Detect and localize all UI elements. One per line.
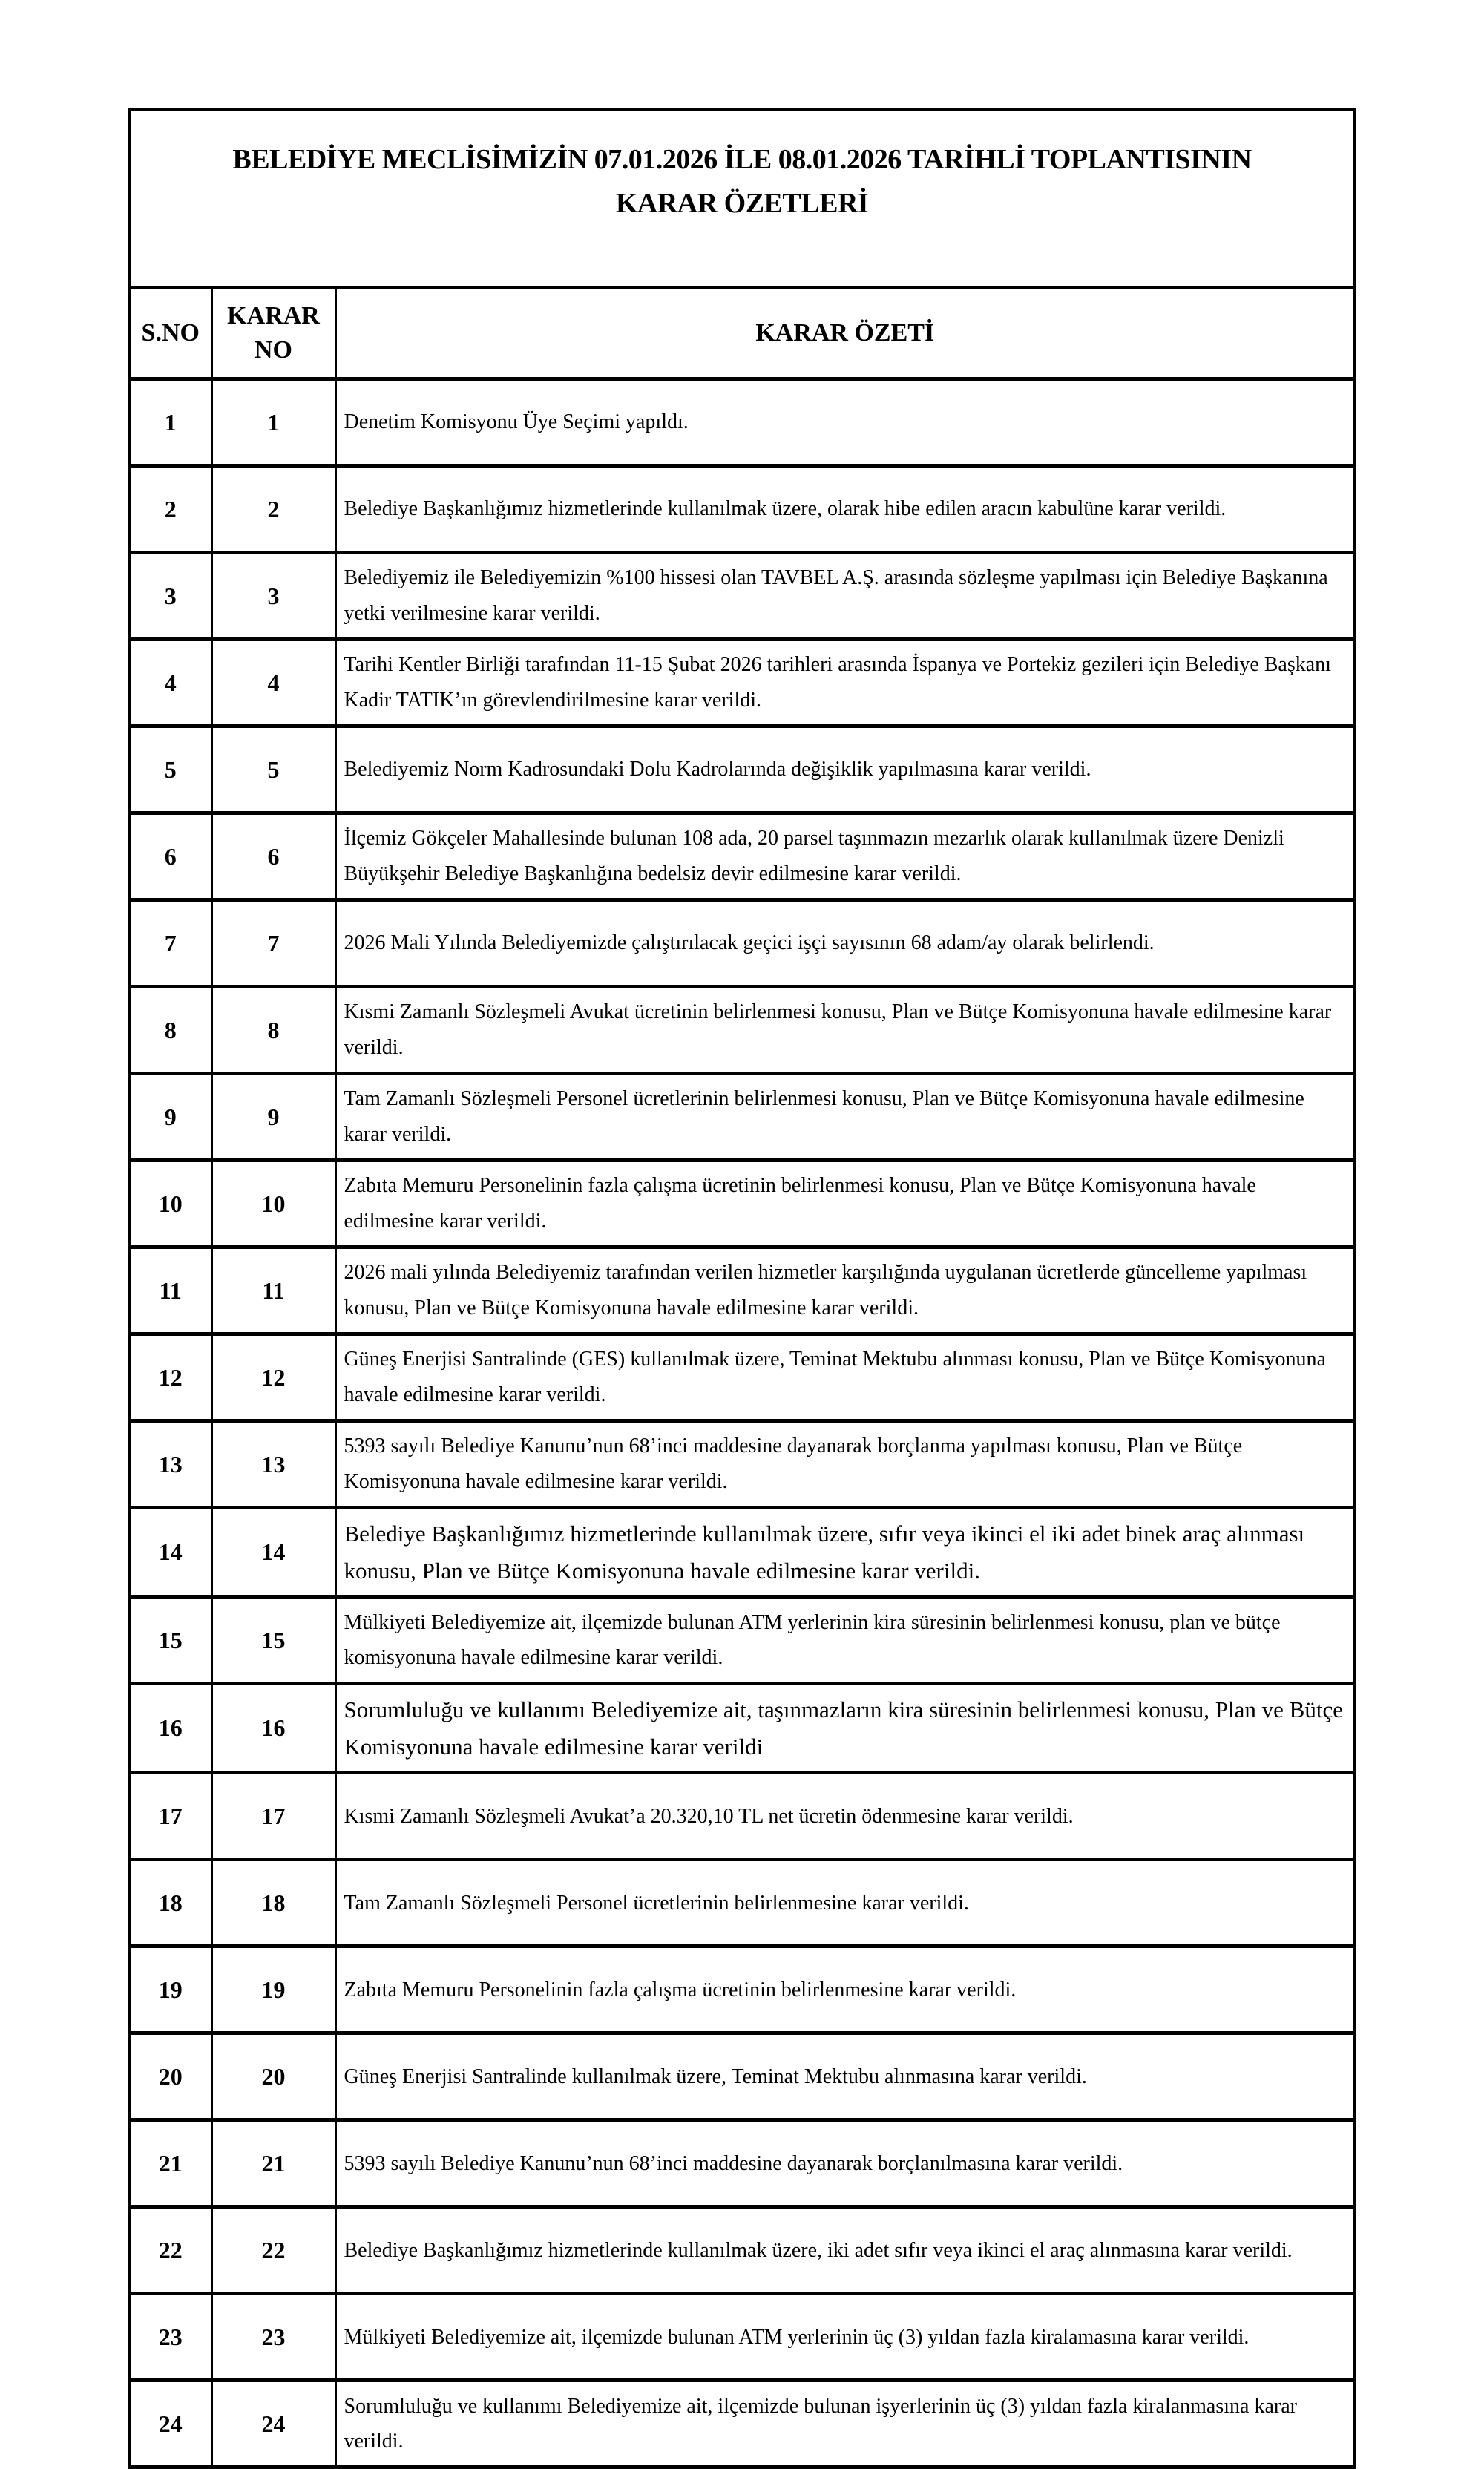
s-no-cell: 14 <box>129 1508 211 1597</box>
karar-no-cell: 21 <box>211 2120 335 2207</box>
title-row <box>129 110 1355 288</box>
karar-ozeti-cell: Belediye Başkanlığımız hizmetlerinde kullanılmak üzere, olarak hibe edilen aracın kabulüne karar verildi. <box>335 466 1355 553</box>
karar-ozeti-cell: Sorumluluğu ve kullanımı Belediyemize ait, ilçemizde bulunan işyerlerinin üç (3) yıldan fazla kiralanmasına karar verildi. <box>335 2381 1355 2468</box>
s-no-cell: 5 <box>129 727 211 813</box>
s-no-cell: 21 <box>129 2120 211 2207</box>
karar-no-cell: 11 <box>211 1247 335 1334</box>
s-no-cell: 6 <box>129 813 211 900</box>
table-row <box>129 813 1355 900</box>
s-no-cell: 17 <box>129 1773 211 1860</box>
decisions-table <box>128 108 1356 2469</box>
karar-ozeti-cell: 5393 sayılı Belediye Kanunu’nun 68’inci maddesine dayanarak borçlanma yapılması konusu, Plan ve Bütçe Komisyonuna havale edilmesine karar verildi. <box>335 1421 1355 1508</box>
karar-no-cell: 4 <box>211 640 335 727</box>
karar-ozeti-cell: Mülkiyeti Belediyemize ait, ilçemizde bulunan ATM yerlerinin üç (3) yıldan fazla kiralamasına karar verildi. <box>335 2294 1355 2381</box>
karar-ozeti-cell: 2026 mali yılında Belediyemiz tarafından verilen hizmetler karşılığında uygulanan ücretlerde güncelleme yapılması konusu, Plan ve Bütçe Komisyonuna havale edilmesine karar verildi. <box>335 1247 1355 1334</box>
karar-no-cell: 7 <box>211 900 335 987</box>
karar-ozeti-cell: Kısmi Zamanlı Sözleşmeli Avukat ücretinin belirlenmesi konusu, Plan ve Bütçe Komisyonuna havale edilmesine karar verildi. <box>335 987 1355 1074</box>
table-row <box>129 1334 1355 1421</box>
karar-ozeti-cell: Belediye Başkanlığımız hizmetlerinde kullanılmak üzere, sıfır veya ikinci el iki adet binek araç alınması konusu, Plan ve Bütçe Komisyonuna havale edilmesine karar verildi. <box>335 1508 1355 1597</box>
karar-no-cell: 19 <box>211 1947 335 2033</box>
table-row <box>129 987 1355 1074</box>
s-no-cell: 2 <box>129 466 211 553</box>
karar-no-cell: 1 <box>211 379 335 466</box>
table-row <box>129 2120 1355 2207</box>
karar-ozeti-cell: Güneş Enerjisi Santralinde kullanılmak üzere, Teminat Mektubu alınmasına karar verildi. <box>335 2033 1355 2120</box>
karar-no-cell: 6 <box>211 813 335 900</box>
karar-ozeti-cell: Zabıta Memuru Personelinin fazla çalışma ücretinin belirlenmesine karar verildi. <box>335 1947 1355 2033</box>
karar-ozeti-cell: Mülkiyeti Belediyemize ait, ilçemizde bulunan ATM yerlerinin kira süresinin belirlenmesi konusu, plan ve bütçe komisyonuna havale edilmesine karar verildi. <box>335 1597 1355 1684</box>
page-title: BELEDİYE MECLİSİMİZİN 07.01.2026 İLE 08.01.2026 TARİHLİ TOPLANTISININ KARAR ÖZETLERİ <box>129 110 1355 288</box>
col-header-s-no: S.NO <box>129 288 211 379</box>
s-no-cell: 18 <box>129 1860 211 1947</box>
s-no-cell: 19 <box>129 1947 211 2033</box>
s-no-cell: 9 <box>129 1074 211 1161</box>
table-row <box>129 1161 1355 1247</box>
s-no-cell: 22 <box>129 2207 211 2294</box>
karar-ozeti-cell: Belediyemiz ile Belediyemizin %100 hissesi olan TAVBEL A.Ş. arasında sözleşme yapılması için Belediye Başkanına yetki verilmesine karar verildi. <box>335 553 1355 640</box>
s-no-cell: 3 <box>129 553 211 640</box>
table-row <box>129 1684 1355 1773</box>
s-no-cell: 1 <box>129 379 211 466</box>
karar-no-cell: 8 <box>211 987 335 1074</box>
s-no-cell: 23 <box>129 2294 211 2381</box>
table-row <box>129 640 1355 727</box>
table-row <box>129 1860 1355 1947</box>
karar-ozeti-cell: Kısmi Zamanlı Sözleşmeli Avukat’a 20.320,10 TL net ücretin ödenmesine karar verildi. <box>335 1773 1355 1860</box>
karar-no-cell: 2 <box>211 466 335 553</box>
karar-no-cell: 9 <box>211 1074 335 1161</box>
karar-ozeti-cell: Zabıta Memuru Personelinin fazla çalışma ücretinin belirlenmesi konusu, Plan ve Bütçe Komisyonuna havale edilmesine karar verildi. <box>335 1161 1355 1247</box>
table-row <box>129 2033 1355 2120</box>
s-no-cell: 7 <box>129 900 211 987</box>
karar-no-cell: 16 <box>211 1684 335 1773</box>
table-row <box>129 1508 1355 1597</box>
table-row <box>129 379 1355 466</box>
table-row <box>129 727 1355 813</box>
col-header-karar-no: KARAR NO <box>211 288 335 379</box>
karar-ozeti-cell: Güneş Enerjisi Santralinde (GES) kullanılmak üzere, Teminat Mektubu alınması konusu, Plan ve Bütçe Komisyonuna havale edilmesine karar verildi. <box>335 1334 1355 1421</box>
table-row <box>129 553 1355 640</box>
table-row <box>129 1947 1355 2033</box>
table-row <box>129 2207 1355 2294</box>
karar-no-cell: 22 <box>211 2207 335 2294</box>
table-row <box>129 1074 1355 1161</box>
table-row <box>129 1773 1355 1860</box>
karar-no-cell: 12 <box>211 1334 335 1421</box>
s-no-cell: 24 <box>129 2381 211 2468</box>
s-no-cell: 4 <box>129 640 211 727</box>
s-no-cell: 13 <box>129 1421 211 1508</box>
table-row <box>129 466 1355 553</box>
karar-no-cell: 13 <box>211 1421 335 1508</box>
karar-ozeti-cell: 5393 sayılı Belediye Kanunu’nun 68’inci maddesine dayanarak borçlanılmasına karar verildi. <box>335 2120 1355 2207</box>
karar-no-cell: 15 <box>211 1597 335 1684</box>
karar-no-cell: 17 <box>211 1773 335 1860</box>
table-body <box>129 379 1355 2468</box>
col-header-karar-ozeti: KARAR ÖZETİ <box>335 288 1355 379</box>
karar-no-cell: 20 <box>211 2033 335 2120</box>
karar-no-cell: 10 <box>211 1161 335 1247</box>
s-no-cell: 11 <box>129 1247 211 1334</box>
table-row <box>129 1421 1355 1508</box>
karar-ozeti-cell: 2026 Mali Yılında Belediyemizde çalıştırılacak geçici işçi sayısının 68 adam/ay olarak belirlendi. <box>335 900 1355 987</box>
karar-no-cell: 23 <box>211 2294 335 2381</box>
s-no-cell: 8 <box>129 987 211 1074</box>
table-row <box>129 2294 1355 2381</box>
table-row <box>129 2381 1355 2468</box>
karar-no-cell: 24 <box>211 2381 335 2468</box>
karar-ozeti-cell: Belediyemiz Norm Kadrosundaki Dolu Kadrolarında değişiklik yapılmasına karar verildi. <box>335 727 1355 813</box>
karar-ozeti-cell: Denetim Komisyonu Üye Seçimi yapıldı. <box>335 379 1355 466</box>
karar-ozeti-cell: Tam Zamanlı Sözleşmeli Personel ücretlerinin belirlenmesine karar verildi. <box>335 1860 1355 1947</box>
karar-no-cell: 5 <box>211 727 335 813</box>
s-no-cell: 16 <box>129 1684 211 1773</box>
karar-ozeti-cell: Belediye Başkanlığımız hizmetlerinde kullanılmak üzere, iki adet sıfır veya ikinci el araç alınmasına karar verildi. <box>335 2207 1355 2294</box>
s-no-cell: 12 <box>129 1334 211 1421</box>
karar-ozeti-cell: Tam Zamanlı Sözleşmeli Personel ücretlerinin belirlenmesi konusu, Plan ve Bütçe Komisyonuna havale edilmesine karar verildi. <box>335 1074 1355 1161</box>
s-no-cell: 15 <box>129 1597 211 1684</box>
header-row <box>129 288 1355 379</box>
karar-ozeti-cell: Sorumluluğu ve kullanımı Belediyemize ait, taşınmazların kira süresinin belirlenmesi konusu, Plan ve Bütçe Komisyonuna havale edilmesine karar verildi <box>335 1684 1355 1773</box>
karar-ozeti-cell: Tarihi Kentler Birliği tarafından 11-15 Şubat 2026 tarihleri arasında İspanya ve Portekiz gezileri için Belediye Başkanı Kadir TATIK’ın görevlendirilmesine karar verildi. <box>335 640 1355 727</box>
s-no-cell: 20 <box>129 2033 211 2120</box>
table-row <box>129 1247 1355 1334</box>
table-row <box>129 1597 1355 1684</box>
karar-no-cell: 3 <box>211 553 335 640</box>
table-row <box>129 900 1355 987</box>
karar-no-cell: 14 <box>211 1508 335 1597</box>
s-no-cell: 10 <box>129 1161 211 1247</box>
karar-ozeti-cell: İlçemiz Gökçeler Mahallesinde bulunan 108 ada, 20 parsel taşınmazın mezarlık olarak kullanılmak üzere Denizli Büyükşehir Belediye Başkanlığına bedelsiz devir edilmesine karar verildi. <box>335 813 1355 900</box>
karar-no-cell: 18 <box>211 1860 335 1947</box>
table-head <box>129 110 1355 379</box>
